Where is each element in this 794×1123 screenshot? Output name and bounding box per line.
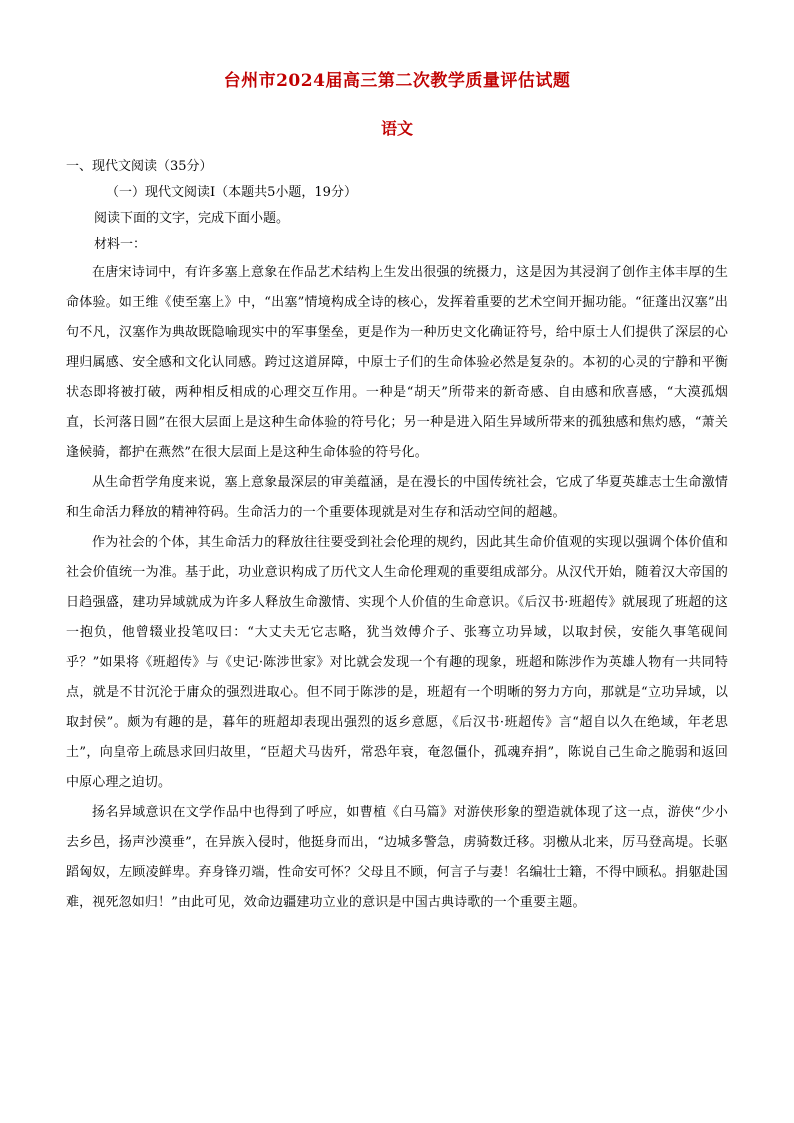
subject-title: 语文 <box>380 119 413 138</box>
passage-paragraph: 作为社会的个体，其生命活力的释放往往要受到社会伦理的规约，因此其生命价值观的实现以强调个体价值和社会价值统一为准。基于此，功业意识构成了历代文人生命伦理观的重要组成部分。从汉代开始，随着汉大帝国的日趋强盛，建功异域就成为许多人释放生命激情、实现个人价值的生命意识。《后汉书·班超传》就展现了班超的这一抱负，他曾辍业投笔叹曰：“大丈夫无它志略，犹当效傅介子、张骞立功异域，以取封侯，安能久事笔砚间乎？”如果将《班超传》与《史记·陈涉世家》对比就会发现一个有趣的现象，班超和陈涉作为英雄人物有一共同特点，就是不甘沉沦于庸众的强烈进取心。但不同于陈涉的是，班超有一个明晰的努力方向，那就是“立功异域，以取封侯”。颇为有趣的是，暮年的班超却表现出强烈的返乡意愿，《后汉书·班超传》言“超自以久在绝域，年老思土”，向皇帝上疏恳求回归故里，“臣超犬马齿歼，常恐年衰，奄忽僵仆，孤魂弃捐”，陈说自己生命之脆弱和返回中原心理之迫切。 <box>66 535 728 790</box>
exam-title: 台州市2024届高三第二次教学质量评估试题 <box>223 71 571 91</box>
passage-paragraph: 在唐宋诗词中，有许多塞上意象在作品艺术结构上生发出很强的统摄力，这是因为其浸润了创作主体丰厚的生命体验。如王维《使至塞上》中，“出塞”情境构成全诗的核心，发挥着重要的艺术空间开掘功能。“征蓬出汉塞”出句不凡，汉塞作为典故既隐喻现实中的军事堡垒，更是作为一种历史文化确证符号，给中原士人们提供了深层的心理归属感、安全感和文化认同感。跨过这道屏障，中原士子们的生命体验必然是复杂的。本初的心灵的宁静和平衡状态即将被打破，两种相反相成的心理交互作用。一种是“胡天”所带来的新奇感、自由感和欣喜感，“大漠孤烟直，长河落日圆”在很大层面上是这种生命体验的符号化；另一种是进入陌生异域所带来的孤独感和焦灼感，“萧关逢候骑，都护在燕然”在很大层面上是这种生命体验的符号化。 <box>66 265 728 460</box>
reading-instruction: 阅读下面的文字，完成下面小题。 <box>94 211 290 226</box>
passage-paragraph: 扬名异域意识在文学作品中也得到了呼应，如曹植《白马篇》对游侠形象的塑造就体现了这一点，游侠“少小去乡邑，扬声沙漠垂”，在异族入侵时，他挺身而出，“边城多警急，虏骑数迁移。羽檄从北来，厉马登高堤。长驱蹈匈奴，左顾凌鲜卑。弃身锋刃端，性命安可怀？父母且不顾，何言子与妻！名编壮士籍，不得中顾私。捐躯赴国难，视死忽如归！”由此可见，效命边疆建功立业的意识是中国古典诗歌的一个重要主题。 <box>66 805 728 910</box>
section-heading: 一、现代文阅读（35分） <box>66 159 213 174</box>
subsection-heading: （一）现代文阅读Ⅰ（本题共5小题，19分） <box>106 185 357 200</box>
material-label: 材料一： <box>94 237 147 252</box>
passage-body <box>66 258 728 918</box>
passage-paragraph: 从生命哲学角度来说，塞上意象最深层的审美蕴涵，是在漫长的中国传统社会，它成了华夏英雄志士生命激情和生命活力释放的精神符码。生命活力的一个重要体现就是对生存和活动空间的超越。 <box>66 475 728 520</box>
